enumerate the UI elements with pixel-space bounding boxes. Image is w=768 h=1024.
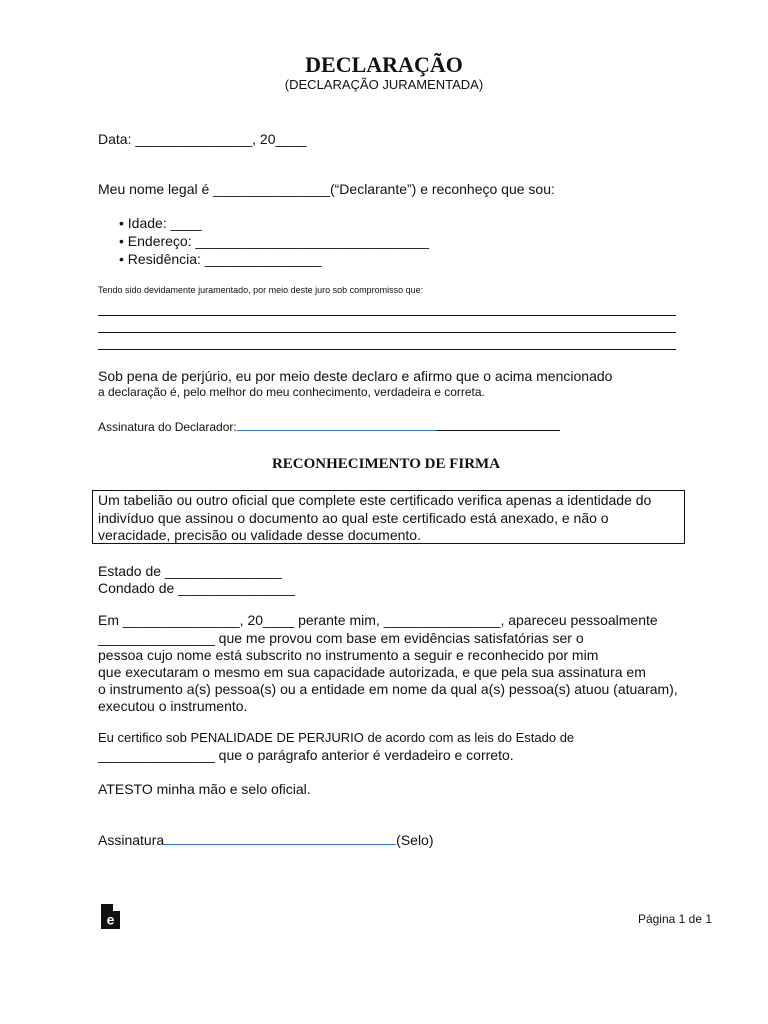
page-title: DECLARAÇÃO (305, 52, 463, 77)
attribute-age: • Idade: ____ (119, 215, 202, 231)
name-line: Meu nome legal é _______________(“Declarante”) e reconheço que sou: (98, 181, 555, 197)
body-line-1: Em _______________, 20____ perante mim, _______________, apareceu pessoalmente (98, 612, 658, 628)
notary-signature-field[interactable] (164, 843, 396, 845)
body-line-4: que executaram o mesmo em sua capacidade autorizada, e que pela sua assinatura em (98, 664, 646, 680)
svg-text:e: e (106, 911, 115, 928)
body-line-2: _______________ que me provou com base em evidências satisfatórias ser o (98, 630, 584, 646)
body-line-6: executou o instrumento. (98, 698, 248, 714)
certify-line-1: Eu certifico sob PENALIDADE DE PERJURIO de acordo com as leis do Estado de (98, 730, 575, 745)
section-title: RECONHECIMENTO DE FIRMA (271, 456, 501, 472)
certify-line-2: _______________ que o parágrafo anterior é verdadeiro e correto. (98, 747, 514, 763)
body-line-5: o instrumento a(s) pessoa(s) ou a entidade em nome da qual a(s) pessoa(s) atuou (atuaram), (98, 681, 678, 697)
attribute-address: • Endereço: ______________________________ (119, 233, 430, 249)
notice-line-1: Um tabelião ou outro oficial que complete este certificado verifica apenas a identidade do (98, 492, 652, 508)
statement-line-1 (98, 315, 676, 316)
notary-notice-box (92, 490, 685, 544)
oath-intro: Tendo sido devidamente juramentado, por meio deste juro sob compromisso que: (98, 285, 424, 295)
declarant-signature-row (98, 420, 560, 434)
page-number: Página 1 de 1 (637, 912, 712, 926)
perjury-line-1: Sob pena de perjúrio, eu por meio deste declaro e afirmo que o acima mencionado (98, 368, 613, 384)
state-line: Estado de _______________ (98, 563, 282, 579)
page-subtitle: (DECLARAÇÃO JURAMENTADA) (284, 77, 484, 92)
statement-line-3 (98, 349, 676, 350)
notice-line-3: veracidade, precisão ou validade desse documento. (98, 527, 421, 543)
notary-signature-label: Assinatura (98, 832, 165, 848)
perjury-line-2: a declaração é, pelo melhor do meu conhecimento, verdadeira e correta. (98, 385, 485, 399)
date-line: Data: _______________, 20____ (98, 131, 307, 147)
seal-label: (Selo) (396, 832, 434, 848)
notary-signature-row (98, 832, 434, 848)
notice-line-2: indivíduo que assinou o documento ao qual este certificado está anexado, e não o (98, 509, 609, 526)
statement-line-2 (98, 332, 676, 333)
attribute-residence: • Residência: _______________ (119, 251, 322, 267)
county-line: Condado de _______________ (98, 580, 295, 596)
eforms-logo-icon (100, 904, 120, 929)
body-line-3: pessoa cujo nome está subscrito no instrumento a seguir e reconhecido por mim (98, 647, 599, 663)
attest-line: ATESTO minha mão e selo oficial. (98, 781, 311, 797)
declarant-signature-label: Assinatura do Declarador: (98, 420, 237, 434)
declarant-signature-line-extension (437, 429, 560, 431)
declarant-signature-field[interactable] (237, 429, 437, 431)
